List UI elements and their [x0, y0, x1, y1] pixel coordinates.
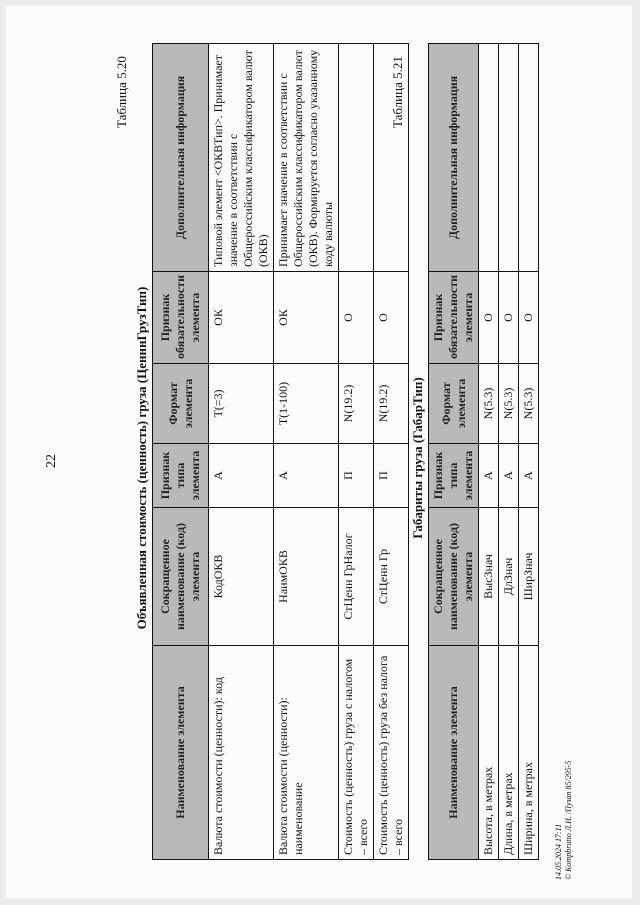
table2-header: Признак типа элемента	[429, 444, 479, 508]
cell-name: Стоимость (ценность) груза без налога – всего	[374, 646, 409, 860]
cell-info	[339, 44, 374, 272]
table1-header: Признак типа элемента	[153, 444, 209, 508]
cell-code: СтЦенн ГрНалог	[339, 508, 374, 646]
cell-format: N(5.3)	[479, 364, 499, 444]
cell-format: N(19.2)	[374, 364, 409, 444]
table1-header: Формат элемента	[153, 364, 209, 444]
cell-required: ОК	[274, 272, 339, 364]
table-row	[499, 44, 519, 860]
cell-format: N(5.3)	[499, 364, 519, 444]
table1-header-row	[153, 44, 209, 860]
cell-required: ОК	[209, 272, 274, 364]
document-footer	[554, 761, 575, 880]
cell-name: Высота, в метрах	[479, 646, 499, 860]
table2-header: Формат элемента	[429, 364, 479, 444]
cell-name: Валюта стоимости (ценности): наименование	[274, 646, 339, 860]
cell-name: Валюта стоимости (ценности): код	[209, 646, 274, 860]
table2-header: Дополнительная информация	[429, 44, 479, 272]
table2-label: Таблица 5.21	[390, 56, 405, 128]
cell-type: А	[519, 444, 539, 508]
table-row	[374, 44, 409, 860]
cell-required: О	[479, 272, 499, 364]
table2-header-row	[429, 44, 479, 860]
table1-label: Таблица 5.20	[114, 56, 129, 128]
cell-required: О	[374, 272, 409, 364]
document-page	[6, 6, 632, 898]
cell-name: Длина, в метрах	[499, 646, 519, 860]
table2	[428, 43, 539, 860]
cell-code: КодОКВ	[209, 508, 274, 646]
cell-info	[479, 44, 499, 272]
table1-header: Сокращенное наименование (код) элемента	[153, 508, 209, 646]
cell-name: Ширина, в метрах	[519, 646, 539, 860]
cell-code: ДлЗнач	[499, 508, 519, 646]
cell-required: О	[499, 272, 519, 364]
table1-header: Признак обязательности элемента	[153, 272, 209, 364]
cell-format: T(1-100)	[274, 364, 339, 444]
cell-info: Принимает значение в соответствии с Общероссийским классификатором валют (ОКВ). Формируется согласно указанному коду валюты	[274, 44, 339, 272]
table1-header: Дополнительная информация	[153, 44, 209, 272]
cell-type: П	[374, 444, 409, 508]
cell-code: НаимОКВ	[274, 508, 339, 646]
cell-type: А	[274, 444, 339, 508]
table1-title: Объявленная стоимость (ценность) груза (ЦенннГрузТип)	[134, 286, 149, 630]
table1-header: Наименование элемента	[153, 646, 209, 860]
cell-required: О	[519, 272, 539, 364]
table2-header: Наименование элемента	[429, 646, 479, 860]
cell-type: А	[499, 444, 519, 508]
table1	[152, 43, 409, 860]
table2-title: Габариты груза (ГабарТип)	[410, 377, 425, 539]
table-row	[519, 44, 539, 860]
table-row	[209, 44, 274, 860]
cell-info: Типовой элемент <ОКВТип>. Принимает значение в соответствии с Общероссийским классификатором валют (ОКВ)	[209, 44, 274, 272]
table-row	[339, 44, 374, 860]
table-row	[274, 44, 339, 860]
cell-format: N(19.2)	[339, 364, 374, 444]
cell-info	[519, 44, 539, 272]
cell-type: А	[479, 444, 499, 508]
cell-code: ШирЗнач	[519, 508, 539, 646]
cell-type: П	[339, 444, 374, 508]
cell-required: О	[339, 272, 374, 364]
footer-copyright: © Kompbrutto Л.И. /Пузап 85/295-5	[564, 760, 574, 880]
footer-timestamp: 14.05.2024 17:11	[554, 823, 563, 880]
table2-header: Сокращенное наименование (код) элемента	[429, 508, 479, 646]
cell-format: N(5.3)	[519, 364, 539, 444]
cell-type: А	[209, 444, 274, 508]
rotated-content	[6, 6, 632, 898]
page-number: 22	[44, 454, 59, 468]
table2-header: Признак обязательности элемента	[429, 272, 479, 364]
cell-code: ВысЗнач	[479, 508, 499, 646]
cell-format: T(=3)	[209, 364, 274, 444]
table-row	[479, 44, 499, 860]
cell-name: Стоимость (ценность) груза с налогом – всего	[339, 646, 374, 860]
cell-code: СтЦенн Гр	[374, 508, 409, 646]
cell-info	[499, 44, 519, 272]
